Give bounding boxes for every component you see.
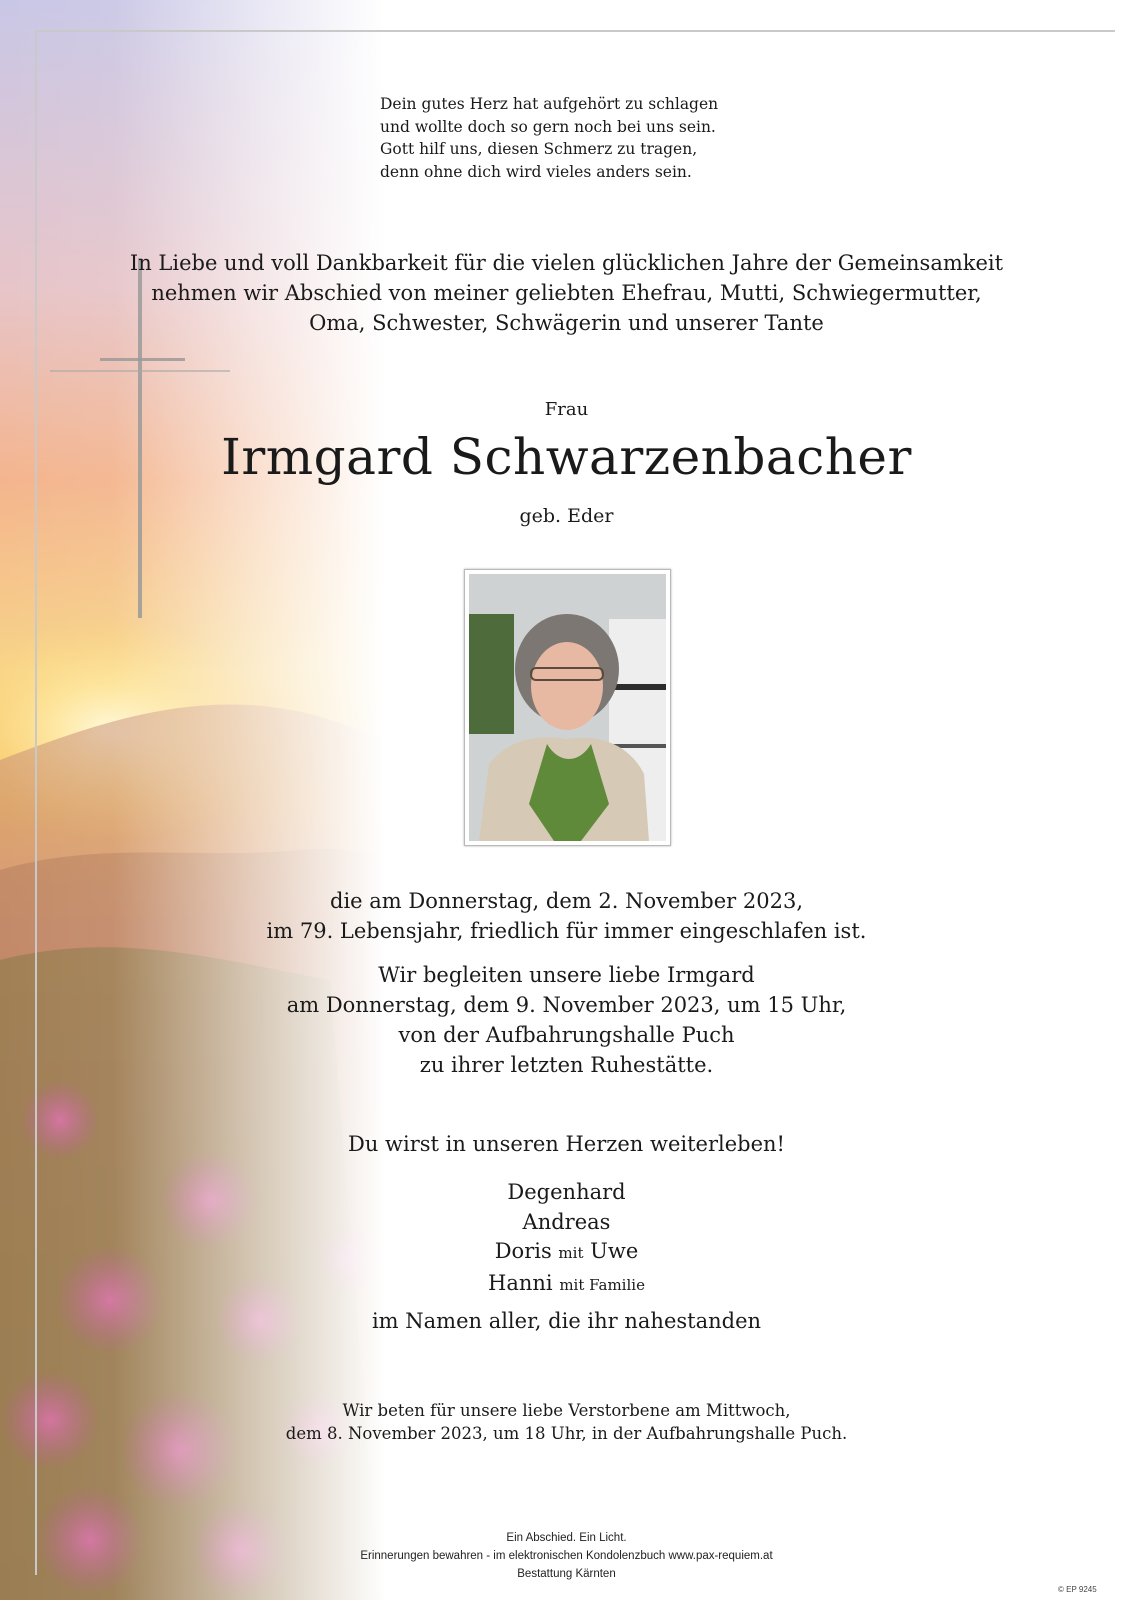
family-member <box>0 1237 1133 1269</box>
intro-line: nehmen wir Abschied von meiner geliebten Ehefrau, Mutti, Schwiegermutter, <box>151 281 982 305</box>
family-member-name: Degenhard <box>507 1180 626 1204</box>
intro-text <box>0 248 1133 338</box>
intro-line: Oma, Schwester, Schwägerin und unserer Tante <box>309 311 824 335</box>
prayer-notice <box>0 1400 1133 1445</box>
family-member-name: Andreas <box>522 1209 611 1234</box>
footer-line: Ein Abschied. Ein Licht. <box>506 1532 627 1544</box>
prayer-line: dem 8. November 2023, um 18 Uhr, in der Aufbahrungshalle Puch. <box>285 1423 848 1443</box>
footer <box>0 1529 1133 1583</box>
poem-line: denn ohne dich wird vieles anders sein. <box>380 162 692 181</box>
family-member <box>0 1208 1133 1238</box>
death-line: die am Donnerstag, dem 2. November 2023, <box>330 889 803 913</box>
death-notice <box>0 886 1133 946</box>
poem-line: und wollte doch so gern noch bei uns sein. <box>380 117 716 136</box>
funeral-notice <box>0 960 1133 1080</box>
death-line: im 79. Lebensjahr, friedlich für immer eingeschlafen ist. <box>266 919 867 943</box>
poem-line: Dein gutes Herz hat aufgehört zu schlagen <box>380 95 719 113</box>
family-member-name: Hanni <box>488 1270 553 1295</box>
print-code: © EP 9245 <box>1058 1585 1097 1594</box>
salutation: Frau <box>544 399 589 420</box>
on-behalf-line: im Namen aller, die ihr nahestanden <box>371 1309 762 1333</box>
funeral-line: Wir begleiten unsere liebe Irmgard <box>378 963 755 987</box>
maiden-name: geb. Eder <box>519 505 614 527</box>
closing-line: Du wirst in unseren Herzen weiterleben! <box>348 1132 785 1156</box>
family-member <box>0 1269 1133 1301</box>
funeral-line: von der Aufbahrungshalle Puch <box>398 1023 735 1047</box>
poem <box>380 93 719 183</box>
portrait-photo <box>469 574 666 841</box>
footer-line: Erinnerungen bewahren - im elektronischen Kondolenzbuch www.pax-requiem.at <box>360 1550 773 1562</box>
family-member-suffix: mit <box>558 1244 584 1262</box>
family-member <box>0 1178 1133 1208</box>
prayer-line: Wir beten für unsere liebe Verstorbene am Mittwoch, <box>342 1401 791 1420</box>
footer-line: Bestattung Kärnten <box>517 1568 616 1580</box>
portrait-frame <box>464 569 671 846</box>
funeral-line: zu ihrer letzten Ruhestätte. <box>419 1053 714 1077</box>
family-member-name: Doris <box>494 1239 552 1263</box>
intro-line: In Liebe und voll Dankbarkeit für die vielen glücklichen Jahre der Gemeinsamkeit <box>129 251 1004 275</box>
family-member-suffix: mit Familie <box>559 1275 645 1294</box>
family-list <box>0 1178 1133 1300</box>
funeral-line: am Donnerstag, dem 9. November 2023, um 15 Uhr, <box>286 993 847 1017</box>
family-member-partner: Uwe <box>590 1239 639 1263</box>
poem-line: Gott hilf uns, diesen Schmerz zu tragen, <box>380 140 698 158</box>
deceased-name: Irmgard Schwarzenbacher <box>221 428 912 486</box>
